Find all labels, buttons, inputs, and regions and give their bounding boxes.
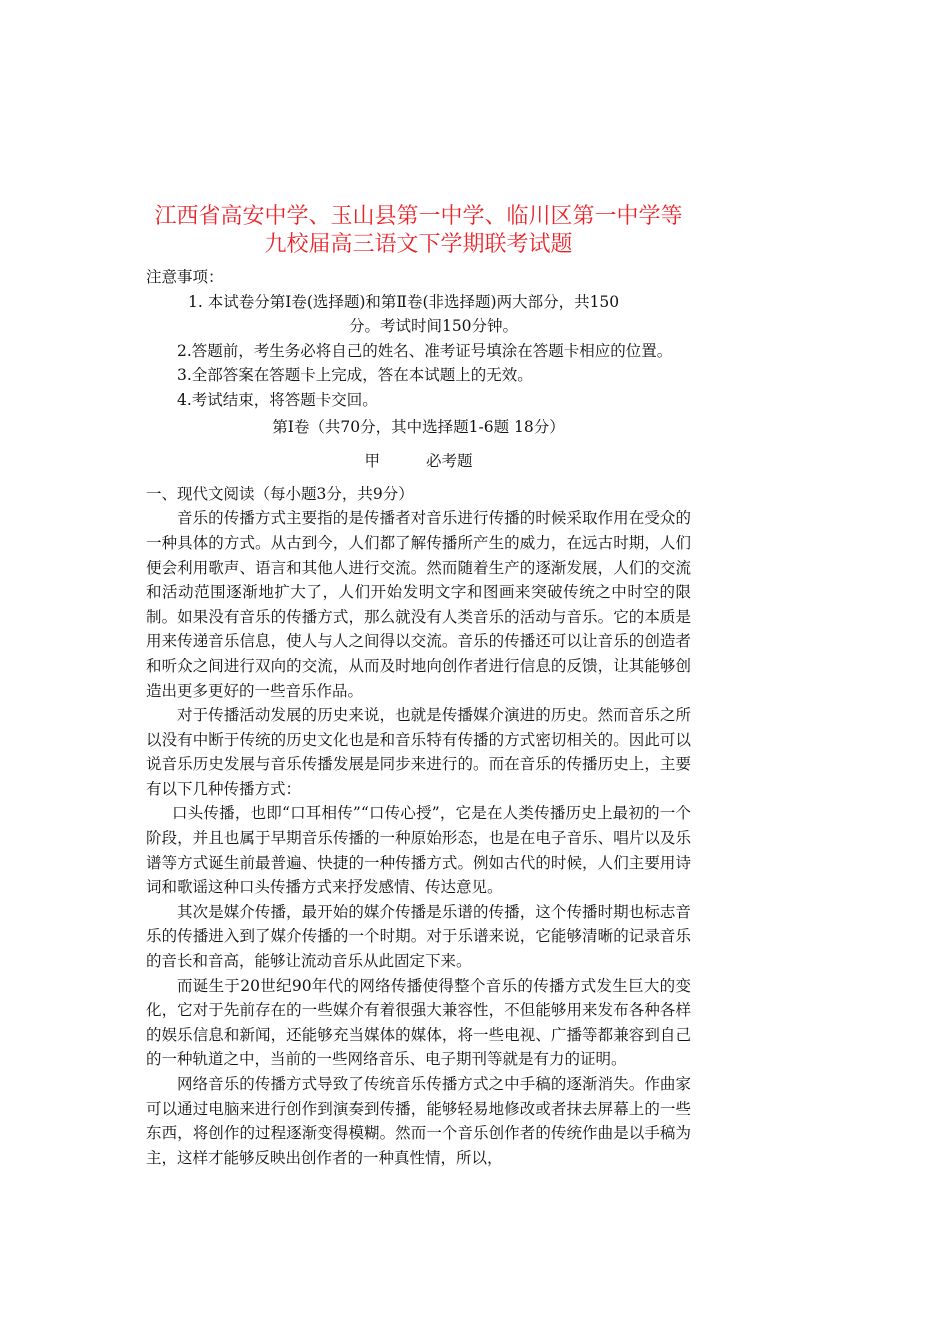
volume-heading: 第Ⅰ卷（共70分，其中选择题1-6题 18分） (272, 417, 565, 436)
paragraph-3: 口头传播，也即“口耳相传”“口传心授”，它是在人类传播历史上最初的一个阶段，并且也属于早期音乐传播的一种原始形态，也是在电子音乐、唱片以及乐谱等方式诞生前最普遍、快捷的一种传播方式。例如古代的时候，人们主要用诗词和歌谣这种口头传播方式来抒发感情、传达意见。 (146, 804, 691, 897)
section-label-right: 必考题 (426, 452, 473, 471)
notice-item-2: 2.答题前，考生务必将自己的姓名、准考证号填涂在答题卡相应的位置。 (177, 341, 673, 360)
section-label-left: 甲 (364, 452, 380, 471)
paragraph-4: 其次是媒介传播，最开始的媒介传播是乐谱的传播，这个传播时期也标志音乐的传播进入到了媒介传播的一个时期。对于乐谱来说，它能够清晰的记录音乐的音长和音高，能够让流动音乐从此固定下来。 (146, 902, 691, 971)
notice-item-1: 1. 本试卷分第Ⅰ卷(选择题)和第Ⅱ卷(非选择题)两大部分，共150 (188, 292, 620, 311)
exam-page (146, 203, 691, 1170)
notice-heading: 注意事项： (146, 268, 224, 286)
notice-item-1-continued: 分。考试时间150分钟。 (348, 317, 519, 336)
paragraph-2: 对于传播活动发展的历史来说，也就是传播媒介演进的历史。然而音乐之所以没有中断于传统的历史文化也是和音乐特有传播的方式密切相关的。因此可以说音乐历史发展与音乐传播发展是同步来进行的。而在音乐的传播历史上，主要有以下几种传播方式： (146, 706, 691, 798)
paragraph-1: 音乐的传播方式主要指的是传播者对音乐进行传播的时候采取作用在受众的一种具体的方式。从古到今，人们都了解传播所产生的威力，在远古时期，人们便会利用歌声、语言和其他人进行交流。然而随着生产的逐渐发展，人们的交流和活动范围逐渐地扩大了，人们开始发明文字和图画来突破传统之中时空的限制。如果没有音乐的传播方式，那么就没有人类音乐的活动与音乐。它的本质是用来传递音乐信息，使人与人之间得以交流。音乐的传播还可以让音乐的创造者和听众之间进行双向的交流，从而及时地向创作者进行信息的反馈，让其能够创造出更多更好的一些音乐作品。 (146, 509, 691, 700)
section-heading (146, 449, 691, 474)
exam-title-line-2: 九校届高三语文下学期联考试题 (264, 232, 573, 257)
paragraph-5: 而诞生于20世纪90年代的网络传播使得整个音乐的传播方式发生巨大的变化，它对于先前存在的一些媒介有着很强大兼容性，不但能够用来发布各种各样的娱乐信息和新闻，还能够充当媒体的媒体，将一些电视、广播等都兼容到自己的一种轨道之中，当前的一些网络音乐、电子期刊等就是有力的证明。 (146, 976, 691, 1069)
notice-item-4: 4.考试结束，将答题卡交回。 (177, 390, 378, 409)
part-heading: 一、现代文阅读（每小题3分，共9分） (146, 484, 414, 503)
exam-title-line-1: 江西省高安中学、玉山县第一中学、临川区第一中学等 (154, 204, 683, 229)
paragraph-6: 网络音乐的传播方式导致了传统音乐传播方式之中手稿的逐渐消失。作曲家可以通过电脑来进行创作到演奏到传播，能够轻易地修改或者抹去屏幕上的一些东西，将创作的过程逐渐变得模糊。然而一个音乐创作者的传统作曲是以手稿为主，这样才能够反映出创作者的一种真性情，所以， (146, 1075, 691, 1167)
notice-item-3: 3.全部答案在答题卡上完成，答在本试题上的无效。 (177, 366, 533, 385)
